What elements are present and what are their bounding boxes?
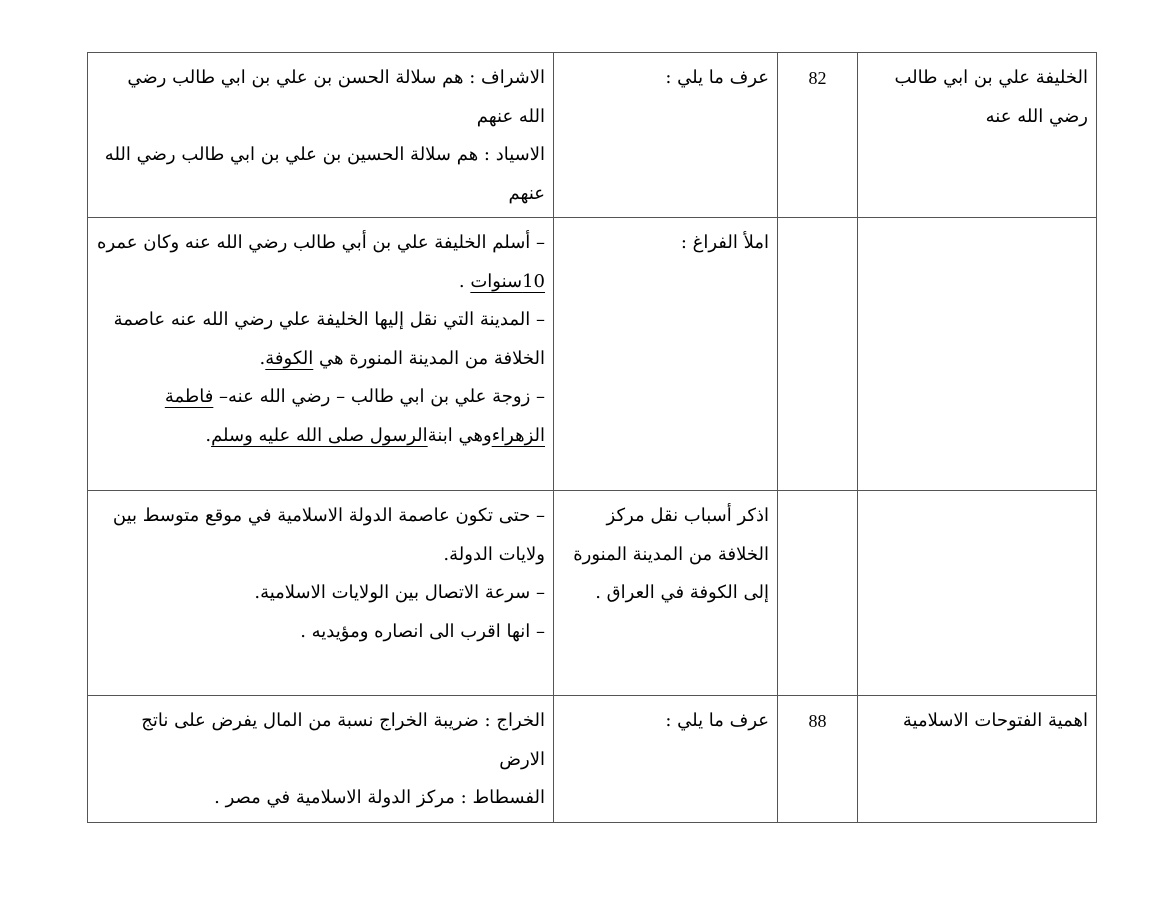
question-text: املأ الفراغ :	[680, 232, 769, 253]
lesson-table	[87, 52, 1097, 823]
answer-text: .	[458, 270, 471, 292]
answer-line	[96, 378, 545, 455]
answer-cell	[88, 53, 554, 218]
page-number: 88	[808, 711, 827, 731]
answer-cell	[88, 218, 554, 491]
answer-line: الاشراف : هم سلالة الحسن بن علي بن ابي طالب رضي الله عنهم	[127, 67, 545, 127]
answer-cell	[88, 696, 554, 823]
table-row	[88, 53, 1097, 218]
answer-text: – المدينة التي نقل إليها الخليفة علي رضي الله عنه عاصمة الخلافة من المدينة المنورة هي	[113, 309, 545, 369]
answer-text: – أسلم الخليفة علي بن أبي طالب رضي الله عنه وكان عمره	[97, 232, 545, 253]
page-number-cell	[778, 696, 858, 823]
page-number-cell	[778, 491, 858, 696]
answer-line: – انها اقرب الى انصاره ومؤيديه .	[300, 620, 545, 642]
table-row	[88, 218, 1097, 491]
answer-line: الخراج : ضريبة الخراج نسبة من المال يفرض على ناتج الارض	[141, 710, 545, 770]
page-number-cell	[778, 218, 858, 491]
question-text: عرف ما يلي :	[665, 710, 769, 731]
answer-cell	[88, 491, 554, 696]
answer-line: الاسياد : هم سلالة الحسين بن علي بن ابي طالب رضي الله عنهم	[104, 144, 545, 204]
answer-line	[96, 224, 545, 301]
question-cell	[554, 491, 778, 696]
question-cell	[554, 696, 778, 823]
table-row	[88, 696, 1097, 823]
page-number: 82	[808, 68, 827, 88]
topic-text: اهمية الفتوحات الاسلامية	[902, 710, 1088, 731]
answer-fill-in: فاطمة الزهراء	[164, 386, 545, 446]
answer-text: .	[259, 347, 266, 369]
answer-fill-in: الرسول صلى الله عليه وسلم	[211, 424, 428, 446]
topic-cell	[858, 696, 1097, 823]
topic-cell	[858, 53, 1097, 218]
question-text: اذكر أسباب نقل مركز الخلافة من المدينة المنورة إلى الكوفة في العراق .	[573, 505, 769, 603]
answer-fill-in: الكوفة	[265, 347, 314, 369]
answer-fill-in: 10سنوات	[470, 270, 545, 292]
answer-text: وهي ابنة	[427, 424, 492, 446]
topic-cell	[858, 491, 1097, 696]
answer-line	[96, 301, 545, 378]
topic-cell	[858, 218, 1097, 491]
answer-line: الفسطاط : مركز الدولة الاسلامية في مصر .	[214, 787, 545, 808]
answer-text: – زوجة علي بن ابي طالب – رضي الله عنه–	[213, 386, 545, 407]
question-cell	[554, 53, 778, 218]
table-row	[88, 491, 1097, 696]
answer-line: – حتى تكون عاصمة الدولة الاسلامية في موقع متوسط بين ولايات الدولة.	[112, 505, 545, 565]
question-cell	[554, 218, 778, 491]
page-number-cell	[778, 53, 858, 218]
question-text: عرف ما يلي :	[665, 67, 769, 88]
answer-text: .	[205, 424, 212, 446]
answer-line: – سرعة الاتصال بين الولايات الاسلامية.	[254, 582, 545, 603]
topic-text: الخليفة علي بن ابي طالب رضي الله عنه	[894, 67, 1088, 127]
